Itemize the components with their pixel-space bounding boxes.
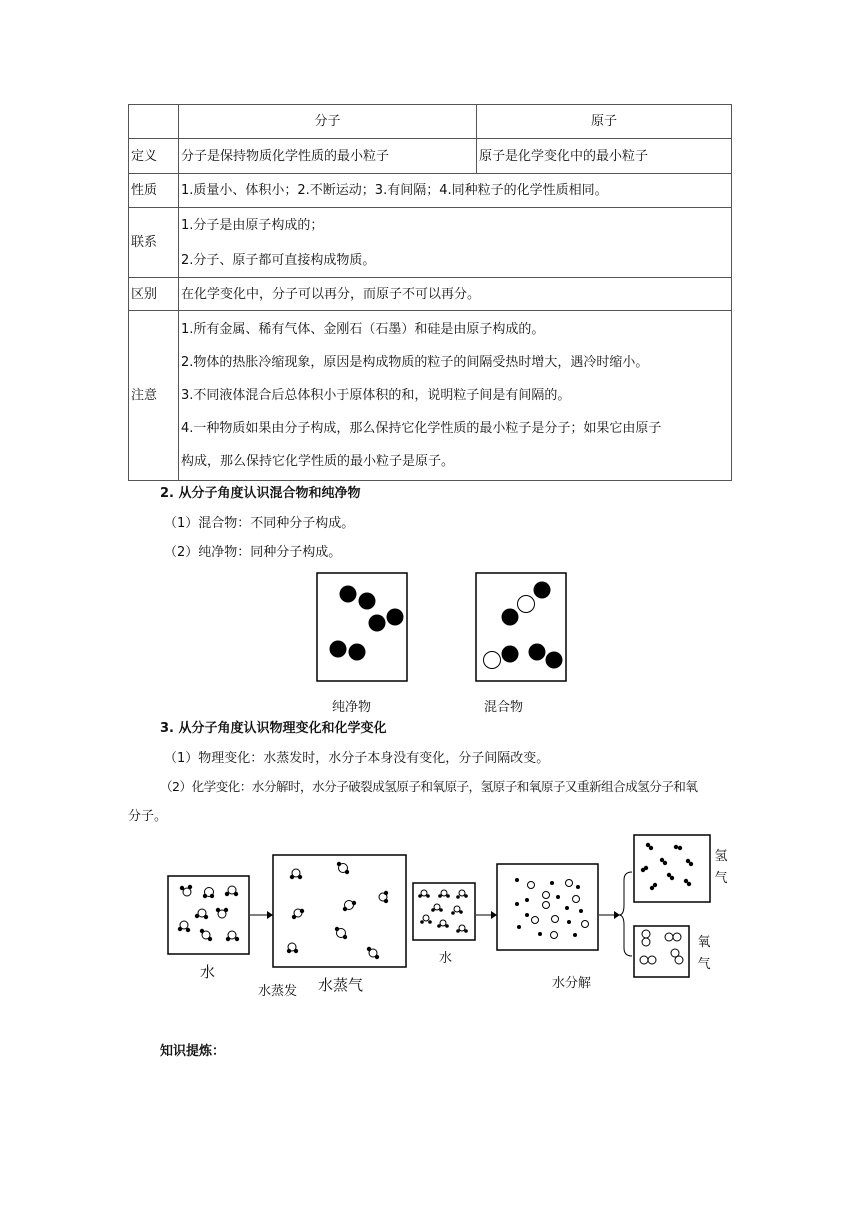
- definition-molecule: 分子是保持物质化学性质的最小粒子: [179, 139, 477, 174]
- row-label-notes: 注意: [129, 311, 179, 481]
- arrow-icon: [599, 911, 620, 919]
- section2-item-pure: （2）纯净物：同种分子构成。: [164, 545, 342, 560]
- evaporation-label: 水蒸发: [258, 984, 298, 999]
- arrow-icon: [250, 911, 273, 919]
- decomposed-atoms-box: [497, 864, 598, 950]
- notes-line: 2.物体的热胀冷缩现象，原因是构成物质的粒子的间隔受热时增大，遇冷时缩小。: [181, 355, 649, 370]
- pure-substance-box: [317, 573, 407, 681]
- relation-line: 1.分子是由原子构成的；: [181, 217, 324, 233]
- oxygen-label: [697, 932, 711, 976]
- water-vapor-molecules: [287, 862, 388, 959]
- header-molecule: 分子: [179, 105, 477, 139]
- hydrogen-molecules: [641, 843, 693, 890]
- water-label-1: 水: [200, 963, 216, 981]
- water-vapor-label: 水蒸气: [318, 976, 364, 994]
- section2-item-mixture: （1）混合物：不同种分子构成。: [164, 516, 355, 531]
- water-vapor-box: [273, 855, 406, 967]
- water-label-2: 水: [439, 951, 453, 966]
- notes-line: 1.所有金属、稀有气体、金刚石（石墨）和硅是由原子构成的。: [181, 322, 545, 337]
- notes-line: 4.一种物质如果由分子构成，那么保持它化学性质的最小粒子是分子；如果它由原子: [181, 421, 662, 436]
- mixture-label: 混合物: [484, 700, 524, 715]
- oxygen-label-char: 氧: [697, 935, 711, 950]
- pure-substance-molecules: [330, 586, 404, 661]
- notes-line: 3.不同液体混合后总体积小于原体积的和，说明粒子间是有间隔的。: [181, 388, 571, 403]
- relation-line: 2.分子、原子都可直接构成物质。: [181, 252, 376, 268]
- brace-icon: [619, 872, 632, 956]
- water-molecules-1: [178, 885, 239, 941]
- row-label-relation: 联系: [129, 208, 179, 278]
- arrow-icon: [476, 911, 497, 919]
- hydrogen-label-char: 气: [714, 871, 728, 886]
- oxygen-label-char: 气: [697, 957, 711, 972]
- pure-substance-label: 纯净物: [332, 700, 372, 715]
- decomposition-label: 水分解: [552, 976, 592, 991]
- section3-item-chemical: （2）化学变化：水分解时，水分子破裂成氢原子和氧原子，氢原子和氧原子又重新组合成氢分子和氧: [160, 779, 698, 794]
- property-text: 1.质量小、体积小；2.不断运动；3.有间隔；4.同种粒子的化学性质相同。: [179, 174, 732, 208]
- water-molecules-2: [418, 890, 468, 933]
- decomposed-atoms: [515, 878, 589, 939]
- definition-atom: 原子是化学变化中的最小粒子: [477, 139, 732, 174]
- section3-item-physical: （1）物理变化：水蒸发时，水分子本身没有变化，分子间隔改变。: [164, 751, 550, 766]
- row-label-difference: 区别: [129, 278, 179, 311]
- section2-title: 2. 从分子角度认识混合物和纯净物: [160, 486, 361, 501]
- hydrogen-label-char: 氢: [714, 849, 728, 864]
- header-atom: 原子: [477, 105, 732, 139]
- section3-title: 3. 从分子角度认识物理变化和化学变化: [160, 721, 387, 736]
- oxygen-molecules: [640, 930, 683, 964]
- section3-item-chemical-cont: 分子。: [128, 809, 168, 824]
- notes-line: 构成，那么保持它化学性质的最小粒子是原子。: [181, 454, 455, 469]
- hydrogen-label: [714, 846, 728, 890]
- mixture-molecules: [484, 582, 563, 669]
- row-label-property: 性质: [129, 174, 179, 208]
- difference-text: 在化学变化中，分子可以再分，而原子不可以再分。: [179, 278, 732, 311]
- row-label-definition: 定义: [129, 139, 179, 174]
- summary-title: 知识提炼：: [160, 1044, 226, 1059]
